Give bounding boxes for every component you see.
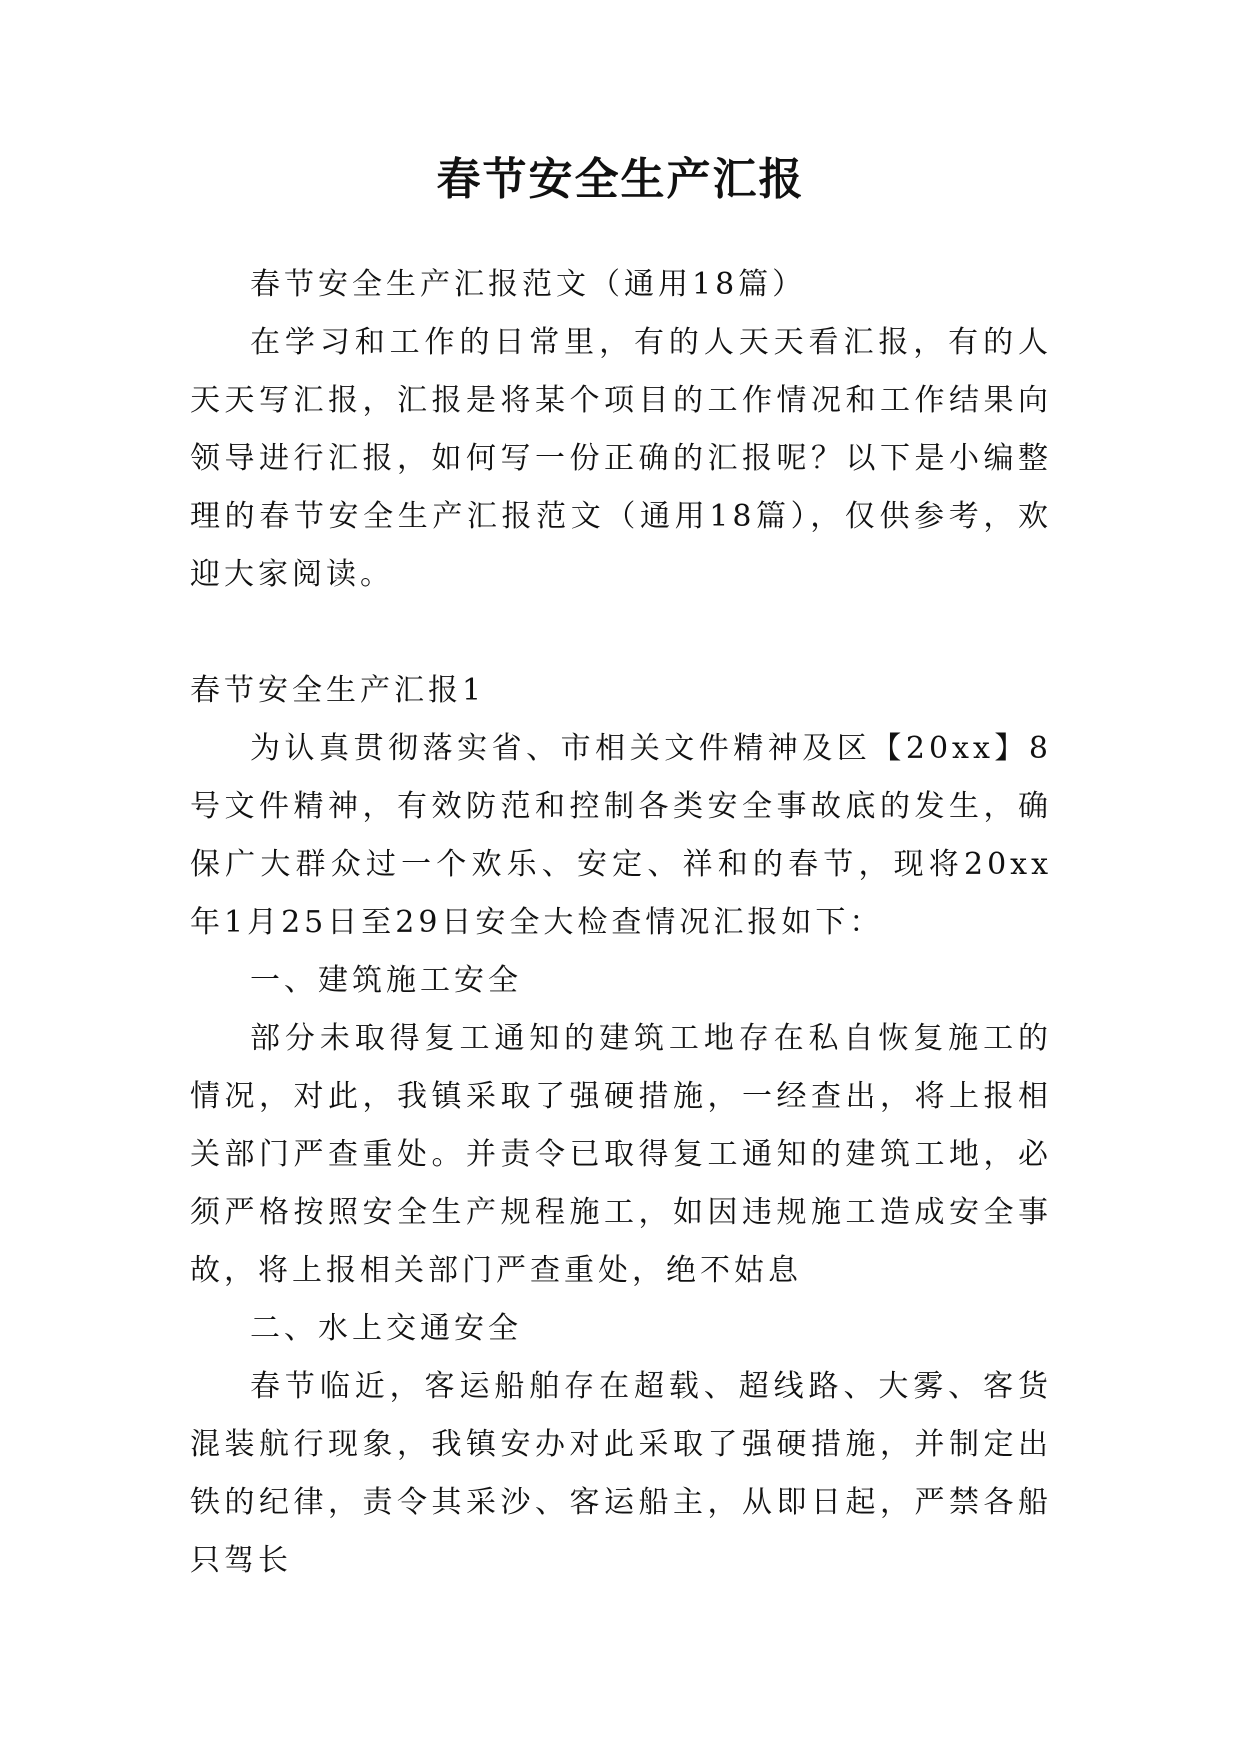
intro-paragraph: 在学习和工作的日常里，有的人天天看汇报，有的人天天写汇报，汇报是将某个项目的工作情况和工作结果向领导进行汇报，如何写一份正确的汇报呢？以下是小编整理的春节安全生产汇报范文（通用18篇），仅供参考，欢迎大家阅读。 — [190, 325, 1052, 592]
item-paragraph-water-traffic: 春节临近，客运船舶存在超载、超线路、大雾、客货混装航行现象，我镇安办对此采取了强硬措施，并制定出铁的纪律，责令其采沙、客运船主，从即日起，严禁各船只驾长 — [190, 1369, 1052, 1578]
item-heading-construction: 一、建筑施工安全 — [250, 963, 522, 998]
item-heading-water-traffic: 二、水上交通安全 — [250, 1311, 522, 1346]
item-paragraph-construction: 部分未取得复工通知的建筑工地存在私自恢复施工的情况，对此，我镇采取了强硬措施，一经查出，将上报相关部门严查重处。并责令已取得复工通知的建筑工地，必须严格按照安全生产规程施工，如因违规施工造成安全事故，将上报相关部门严查重处，绝不姑息 — [190, 1021, 1052, 1288]
paragraph-gap — [190, 604, 1052, 662]
section-paragraph: 为认真贯彻落实省、市相关文件精神及区【20xx】8号文件精神，有效防范和控制各类安全事故底的发生，确保广大群众过一个欢乐、安定、祥和的春节，现将20xx年1月25日至29日安全大检查情况汇报如下： — [190, 731, 1052, 940]
document-title: 春节安全生产汇报 — [436, 154, 805, 205]
section-heading: 春节安全生产汇报1 — [190, 673, 486, 708]
document-body — [190, 256, 1052, 1590]
document-subtitle: 春节安全生产汇报范文（通用18篇） — [250, 267, 807, 302]
